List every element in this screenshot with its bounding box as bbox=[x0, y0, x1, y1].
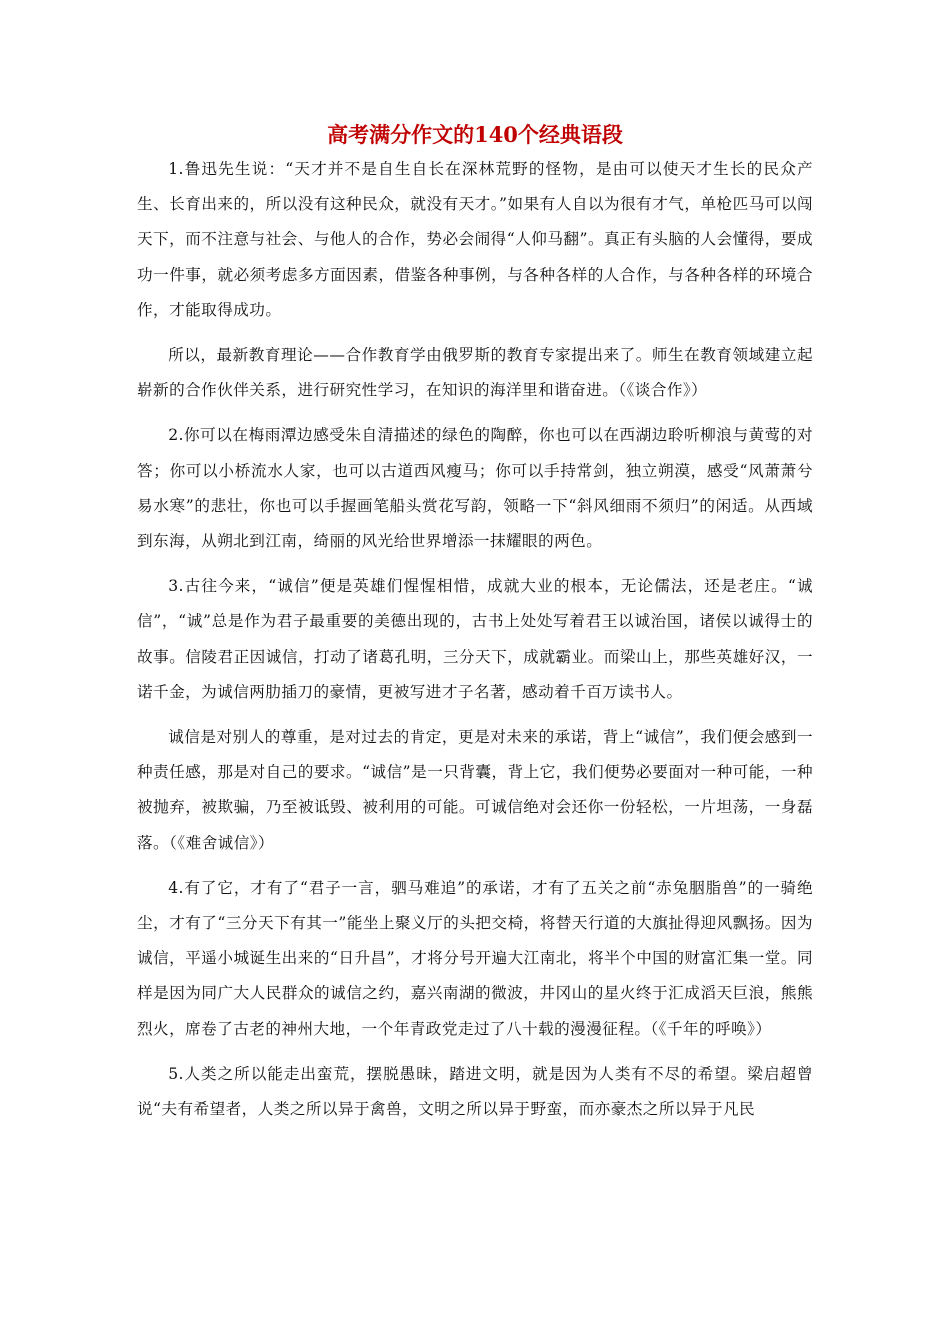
document-page bbox=[137, 118, 813, 1137]
document-title: 高考满分作文的140个经典语段 bbox=[327, 122, 623, 147]
paragraph: 诚信是对别人的尊重，是对过去的肯定，更是对未来的承诺，背上“诚信”，我们便会感到一种责任感，那是对自己的要求。“诚信”是一只背囊，背上它，我们便势必要面对一种可能，一种被抛弃，被欺骗，乃至被诋毁、被利用的可能。可诚信绝对会还你一份轻松，一片坦荡，一身磊落。（《难舍诚信》） bbox=[137, 728, 813, 852]
paragraph: 所以，最新教育理论——合作教育学由俄罗斯的教育专家提出来了。师生在教育领域建立起崭新的合作伙伴关系，进行研究性学习，在知识的海洋里和谐奋进。（《谈合作》） bbox=[137, 346, 813, 400]
paragraph: 1.鲁迅先生说：“天才并不是自生自长在深林荒野的怪物，是由可以使天才生长的民众产生、长育出来的，所以没有这种民众，就没有天才。”如果有人自以为很有才气，单枪匹马可以闯天下，而不注意与社会、与他人的合作，势必会闹得“人仰马翻”。真正有头脑的人会懂得，要成功一件事，就必须考虑多方面因素，借鉴各种事例，与各种各样的人合作，与各种各样的环境合作，才能取得成功。 bbox=[137, 160, 813, 319]
paragraph: 2.你可以在梅雨潭边感受朱自清描述的绿色的陶醉，你也可以在西湖边聆听柳浪与黄莺的对答；你可以小桥流水人家，也可以古道西风瘦马；你可以手持常剑，独立朔漠，感受“风萧萧兮易水寒”的悲壮，你也可以手握画笔船头赏花写韵，领略一下“斜风细雨不须归”的闲适。从西域到东海，从朔北到江南，绮丽的风光给世界增添一抹耀眼的两色。 bbox=[137, 426, 813, 551]
paragraph: 4.有了它，才有了“君子一言，驷马难追”的承诺，才有了五关之前“赤兔胭脂兽”的一骑绝尘，才有了“三分天下有其一”能坐上聚义厅的头把交椅，将替天行道的大旗扯得迎风飘扬。因为诚信，平遥小城诞生出来的“日升昌”，才将分号开遍大江南北，将半个中国的财富汇集一堂。同样是因为同广大人民群众的诚信之约，嘉兴南湖的微波，井冈山的星火终于汇成滔天巨浪，熊熊烈火，席卷了古老的神州大地，一个年青政党走过了八十载的漫漫征程。（《千年的呼唤》） bbox=[137, 878, 813, 1038]
paragraph: 3.古往今来，“诚信”便是英雄们惺惺相惜，成就大业的根本，无论儒法，还是老庄。“诚信”，“诚”总是作为君子最重要的美德出现的，古书上处处写着君王以诚治国，诸侯以诚得士的故事。信陵君正因诚信，打动了诸葛孔明，三分天下，成就霸业。而梁山上，那些英雄好汉，一诺千金，为诚信两肋插刀的豪情，更被写进才子名著，感动着千百万读书人。 bbox=[137, 577, 813, 701]
paragraph: 5.人类之所以能走出蛮荒，摆脱愚昧，踏进文明，就是因为人类有不尽的希望。梁启超曾说“夫有希望者，人类之所以异于禽兽，文明之所以异于野蛮，而亦豪杰之所以异于凡民 bbox=[137, 1064, 813, 1119]
